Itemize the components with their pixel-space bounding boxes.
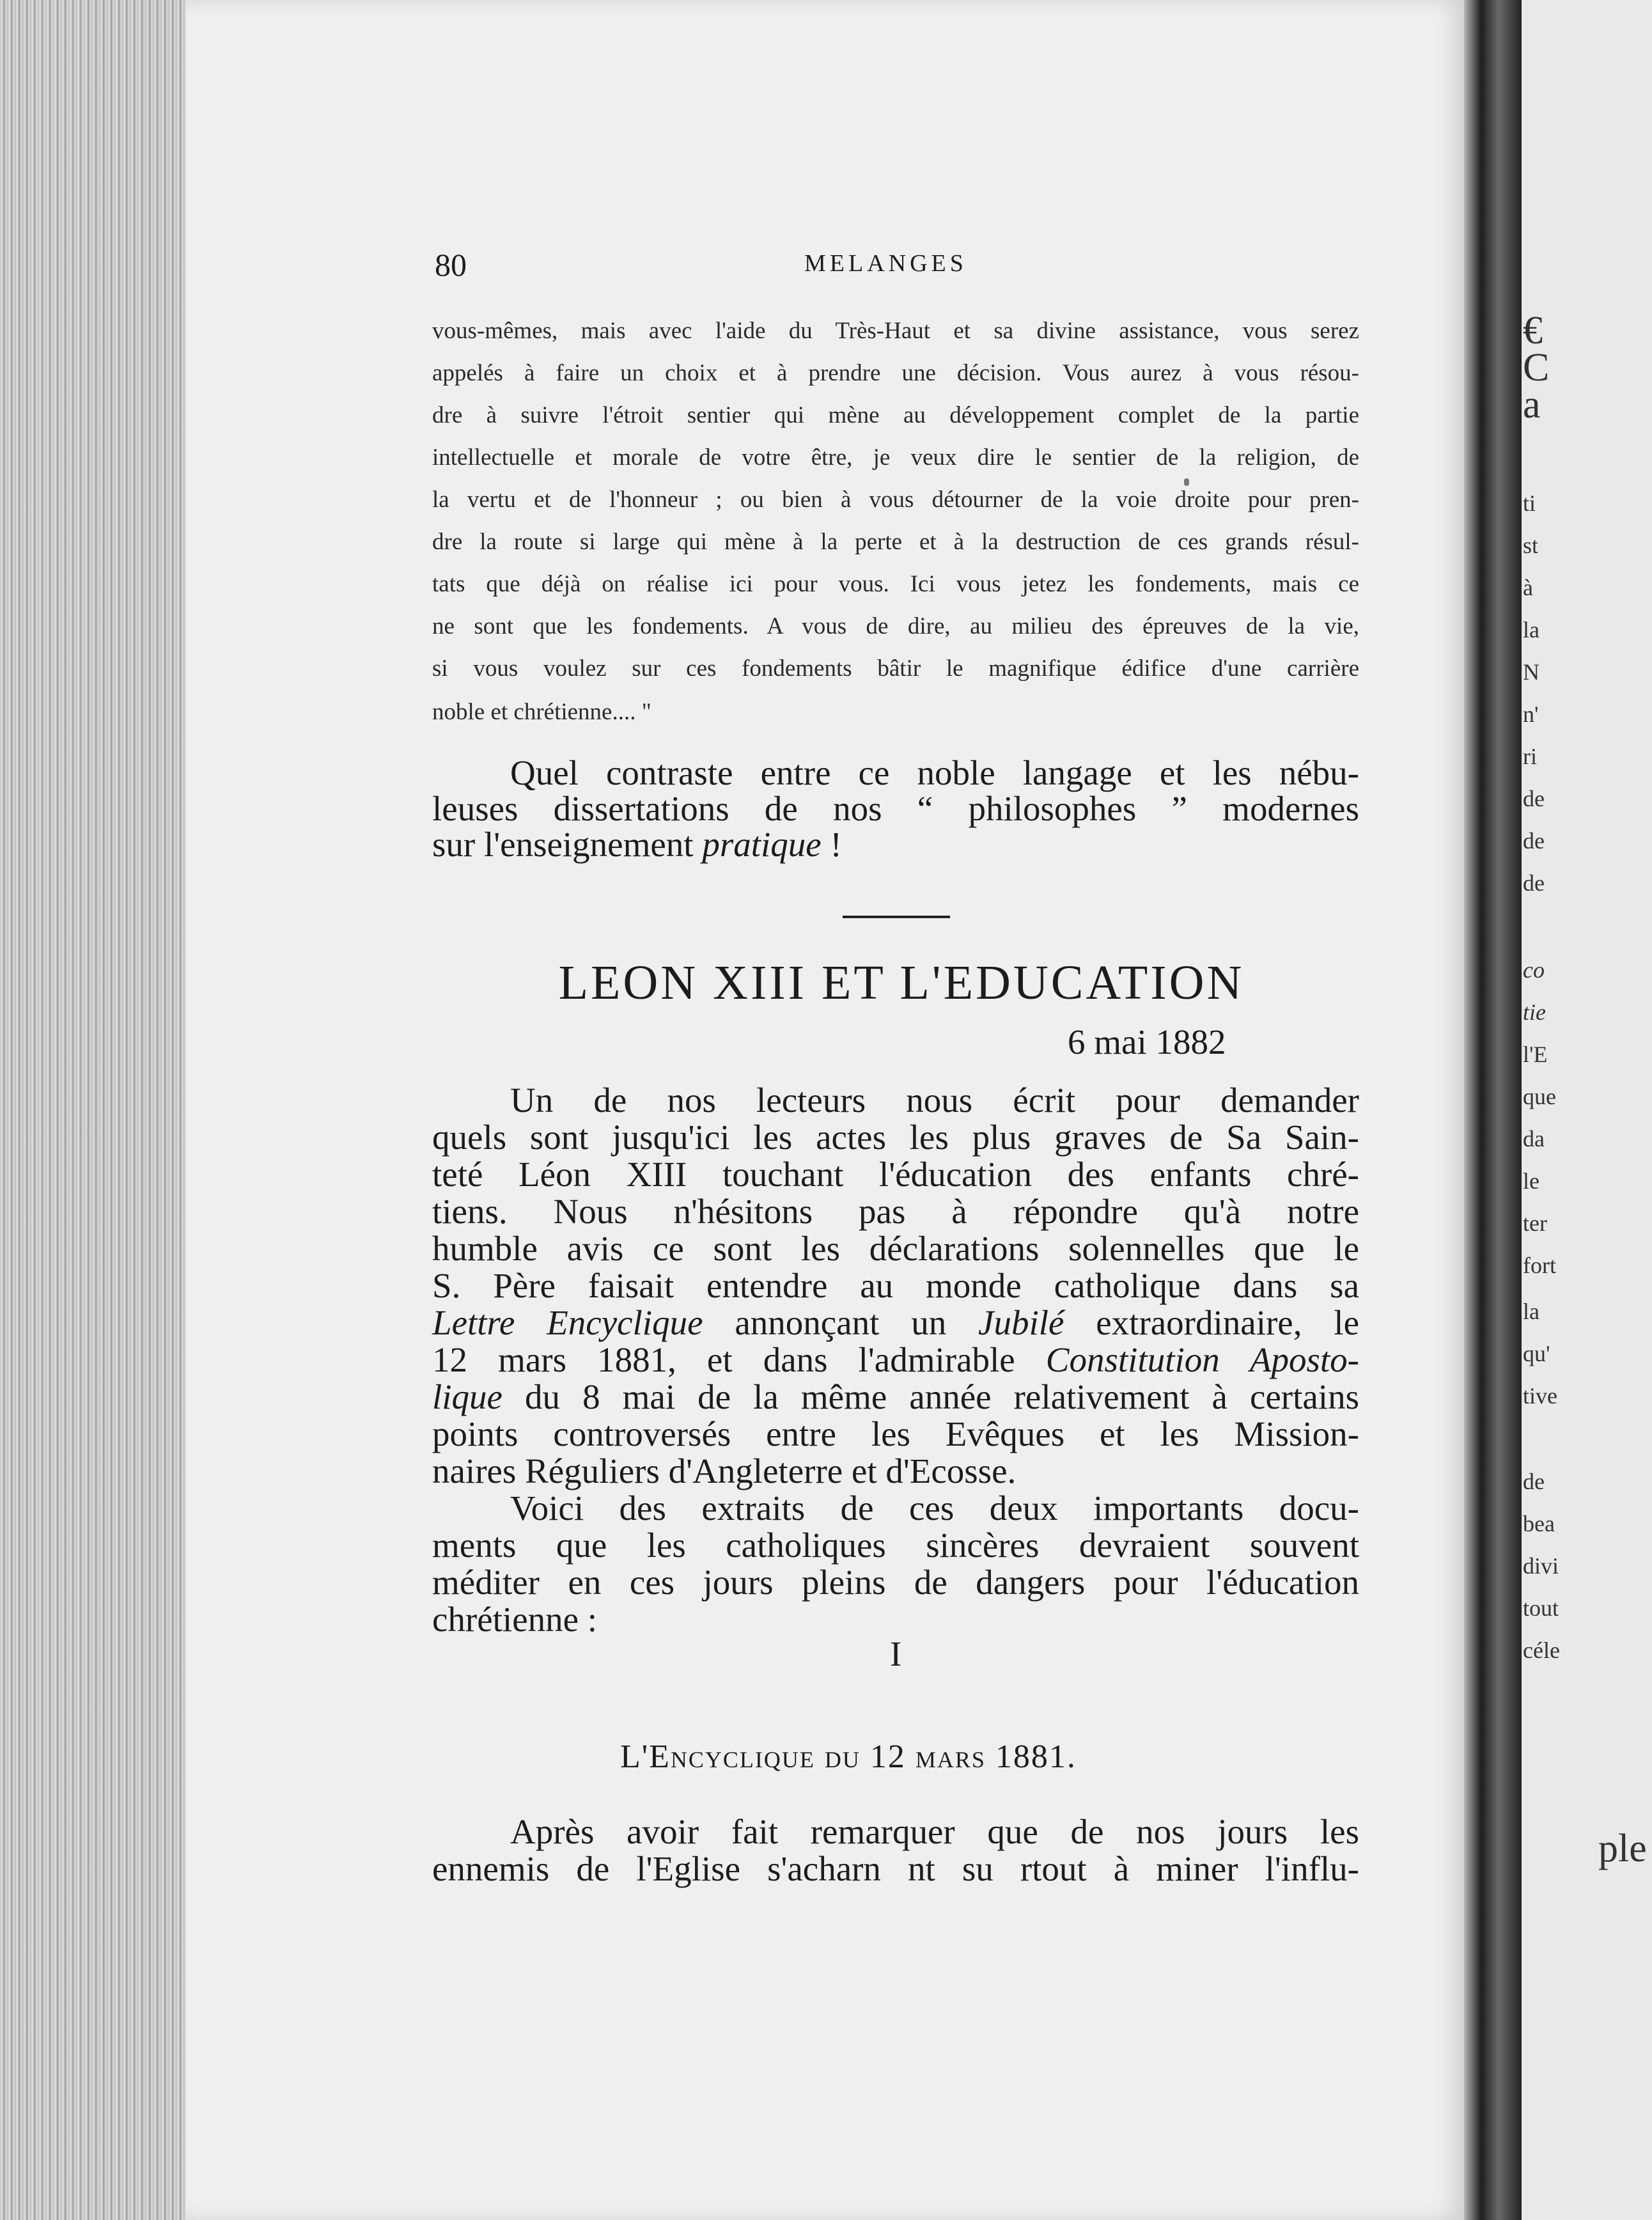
facing-fragment: de — [1523, 828, 1545, 854]
body-line: S. Père faisait entendre au monde catholique dans sa — [432, 1266, 1359, 1305]
body-line: Après avoir fait remarquer que de nos jours les — [510, 1812, 1359, 1851]
quote-line: si vous voulez sur ces fondements bâtir le magnifique édifice d'une carrière — [432, 655, 1359, 682]
facing-fragment: da — [1523, 1126, 1545, 1152]
facing-fragment: tout — [1523, 1595, 1559, 1621]
facing-fragment: a — [1523, 383, 1541, 426]
body-line: chrétienne : — [432, 1600, 598, 1639]
quote-line: dre la route si large qui mène à la perte et à la destruction de ces grands résul- — [432, 529, 1359, 555]
body-line: quels sont jusqu'ici les actes les plus graves de Sa Sain- — [432, 1118, 1359, 1157]
facing-fragment: tive — [1523, 1383, 1557, 1409]
body-line: Lettre Encyclique annonçant un Jubilé extraordinaire, le — [432, 1303, 1359, 1342]
facing-fragment: la — [1523, 617, 1539, 643]
section-title: L'Encyclique du 12 mars 1881. — [620, 1739, 1077, 1775]
facing-fragment: de — [1523, 1469, 1545, 1494]
body-line: Un de nos lecteurs nous écrit pour demander — [510, 1081, 1359, 1120]
body-line: ments que les catholiques sincères devraient souvent — [432, 1526, 1359, 1565]
facing-fragment: qu' — [1523, 1341, 1550, 1366]
body-line: ennemis de l'Eglise s'acharn nt su rtout à miner l'influ- — [432, 1849, 1359, 1888]
contrast-line: Quel contraste entre ce noble langage et les nébu- — [510, 753, 1359, 792]
quote-line: tats que déjà on réalise ici pour vous. Ici vous jetez les fondements, mais ce — [432, 571, 1359, 597]
facing-fragment: bea — [1523, 1511, 1555, 1536]
quote-line: vous-mêmes, mais avec l'aide du Très-Haut et sa divine assistance, vous serez — [432, 318, 1359, 344]
contrast-line: sur l'enseignement pratique ! — [432, 825, 842, 864]
facing-fragment: à — [1523, 575, 1533, 600]
facing-fragment: ti — [1523, 490, 1536, 516]
facing-fragment: co — [1523, 957, 1545, 983]
quote-line: appelés à faire un choix et à prendre une décision. Vous aurez à vous résou- — [432, 360, 1359, 386]
facing-fragment: le — [1523, 1168, 1539, 1194]
facing-fragment: st — [1523, 533, 1539, 558]
quote-line: ne sont que les fondements. A vous de dire, au milieu des épreuves de la vie, — [432, 613, 1359, 639]
facing-fragment: ri — [1523, 744, 1537, 769]
body-line: lique du 8 mai de la même année relativement à certains — [432, 1377, 1359, 1416]
facing-fragment: N — [1523, 659, 1539, 685]
body-line: points controversés entre les Evêques et les Mission- — [432, 1414, 1359, 1453]
quote-line: la vertu et de l'honneur ; ou bien à vous détourner de la voie droite pour pren- — [432, 487, 1359, 513]
facing-fragment: de — [1523, 786, 1545, 811]
article-title: LEON XIII ET L'EDUCATION — [558, 956, 1245, 1010]
article-date: 6 mai 1882 — [1068, 1022, 1226, 1061]
facing-fragment: ter — [1523, 1210, 1547, 1236]
quote-line: dre à suivre l'étroit sentier qui mène au développement complet de la partie — [432, 402, 1359, 428]
facing-fragment: n' — [1523, 701, 1539, 727]
ink-speck — [1184, 478, 1189, 486]
facing-fragment: fort — [1523, 1253, 1556, 1278]
section-separator — [843, 916, 950, 918]
facing-fragment: l'E — [1523, 1042, 1548, 1067]
facing-fragment: ple — [1598, 1827, 1647, 1870]
contrast-line: leuses dissertations de nos “ philosophes ” modernes — [432, 789, 1359, 828]
facing-fragment: céle — [1523, 1638, 1560, 1663]
italic-word: pratique — [702, 825, 822, 864]
book-gutter — [1464, 0, 1522, 2220]
body-line: méditer en ces jours pleins de dangers pour l'éducation — [432, 1563, 1359, 1602]
facing-fragment: divi — [1523, 1553, 1559, 1579]
body-line: Voici des extraits de ces deux importants docu- — [510, 1489, 1359, 1528]
facing-fragment: de — [1523, 870, 1545, 896]
body-line: 12 mars 1881, et dans l'admirable Constitution Aposto- — [432, 1340, 1359, 1379]
facing-fragment: que — [1523, 1084, 1556, 1109]
page-number: 80 — [435, 247, 467, 283]
quote-line: noble et chrétienne.... " — [432, 699, 651, 725]
facing-fragment: tie — [1523, 999, 1546, 1025]
body-line: tiens. Nous n'hésitons pas à répondre qu'à notre — [432, 1192, 1359, 1231]
facing-fragment: la — [1523, 1299, 1539, 1324]
running-head: MELANGES — [804, 250, 967, 277]
quote-line: intellectuelle et morale de votre être, je veux dire le sentier de la religion, de — [432, 444, 1359, 471]
body-line: humble avis ce sont les déclarations solennelles que le — [432, 1229, 1359, 1268]
section-number: I — [890, 1634, 902, 1673]
facing-fragment: C — [1523, 346, 1550, 389]
facing-page — [1522, 0, 1652, 2220]
body-line: naires Réguliers d'Angleterre et d'Ecosse. — [432, 1451, 1017, 1490]
facing-fragment: € — [1523, 309, 1543, 352]
book-edge — [0, 0, 187, 2220]
body-line: teté Léon XIII touchant l'éducation des enfants chré- — [432, 1155, 1359, 1194]
